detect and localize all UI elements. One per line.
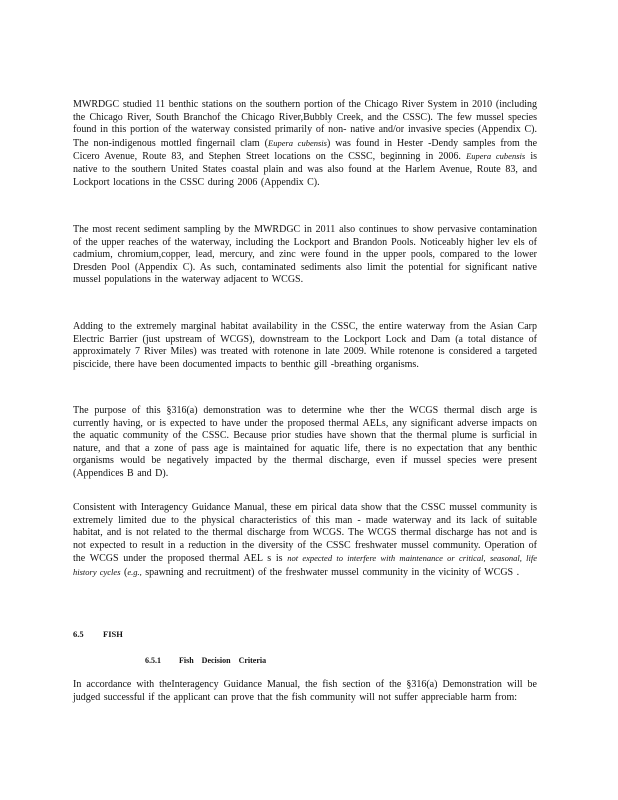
paragraph-text: spawning and recruitment) of the freshwater mussel community in the vicinity of WCGS . [141, 566, 520, 578]
subsection-word: Decision [201, 656, 231, 665]
subsection-word: Fish [179, 656, 194, 665]
paragraph-purpose: The purpose of this §316(a) demonstration was to determine whe ther the WCGS thermal disch arge is currently having, or is expected to have under the proposed thermal AELs, any significant adverse impacts on the aquatic community of the CSSC. Because prior studies have shown that the thermal plume is surficial in nature, and that a zone of pass age is maintained for aquatic life, there is no expectation that any benthic organisms would be negatively impacted by the thermal discharge, even if mussel species were present (Appendices B and D). [73, 405, 537, 479]
paragraph-text: MWRDGC studied 11 benthic stations on the southern portion of the Chicago River System in 2010 (including the Chicago River, South Branchof the Chicago River,Bubbly Creek, and the CSSC). The few mussel species found in this portion of the waterway consisted primarily of non- native and/or invasive species (Appendix C). The non-indigenous mottled fingernail clam ( [73, 99, 537, 149]
species-name: Eupera cubensis [268, 137, 327, 148]
subsection-heading-criteria [145, 656, 266, 665]
subsection-number: 6.5.1 [145, 656, 161, 665]
paragraph-habitat-rotenone: Adding to the extremely marginal habitat availability in the CSSC, the entire waterway from the Asian Carp Electric Barrier (just upstream of WCGS), downstream to the Lockport Lock and Dam (a total distance of approximately 7 River Miles) was treated with rotenone in late 2009. While rotenone is considered a targeted piscicide, there have been documented impacts to benthic gill -breathing organisms. [73, 321, 537, 370]
paragraph-text: is native to the southern United States coastal plain and was also found at the Harlem Avenue, Route 83, and Lockport locations in the CSSC during 2006 (Appendix C). [73, 151, 537, 188]
paragraph-text: Consistent with Interagency Guidance Manual, these em pirical data show that the CSSC mussel community is extremely limited due to the physical characteristics of this man - made waterway and its lack of suitable habitat, and is not related to the thermal discharge from WCGS. The WCGS thermal discharge has not and is not expected to result in a reduction in the diversity of the CSSC freshwater mussel community. Operation of the WCGS under the proposed thermal AEL s is [73, 502, 537, 565]
paragraph-benthic-stations [73, 99, 537, 189]
species-name: Eupera cubensis [466, 151, 526, 162]
paragraph-text: ( [120, 566, 128, 578]
subsection-word: Criteria [238, 656, 267, 665]
section-title: FISH [103, 629, 123, 639]
paragraph-interagency: In accordance with theInteragency Guidance Manual, the fish section of the §316(a) Demonstration will be judged successful if the applicant can prove that the fish community will not suffer appreciable harm from: [73, 679, 537, 703]
section-heading-fish [73, 629, 123, 639]
italic-phrase: e.g., [127, 566, 142, 577]
paragraph-sediment-sampling: The most recent sediment sampling by the MWRDGC in 2011 also continues to show pervasive contamination of the upper reaches of the waterway, including the Lockport and Brandon Pools. Noticeably higher lev els of cadmium, chromium,copper, lead, mercury, and zinc were found in the upper pools, compared to the lower Dresden Pool (Appendix C). As such, contaminated sediments also limit the potential for significant native mussel populations in the waterway adjacent to WCGS. [73, 224, 537, 286]
section-number: 6.5 [73, 629, 84, 639]
paragraph-text: ) was found in Hester -Dendy samples from the Cicero Avenue, Route 83, and Stephen Street locations on the CSSC, beginning in 2006. [73, 137, 538, 163]
paragraph-consistent [73, 502, 537, 580]
italic-phrase: not expected to interfere with maintenance or critical, seasonal, life history cycles [73, 553, 537, 577]
